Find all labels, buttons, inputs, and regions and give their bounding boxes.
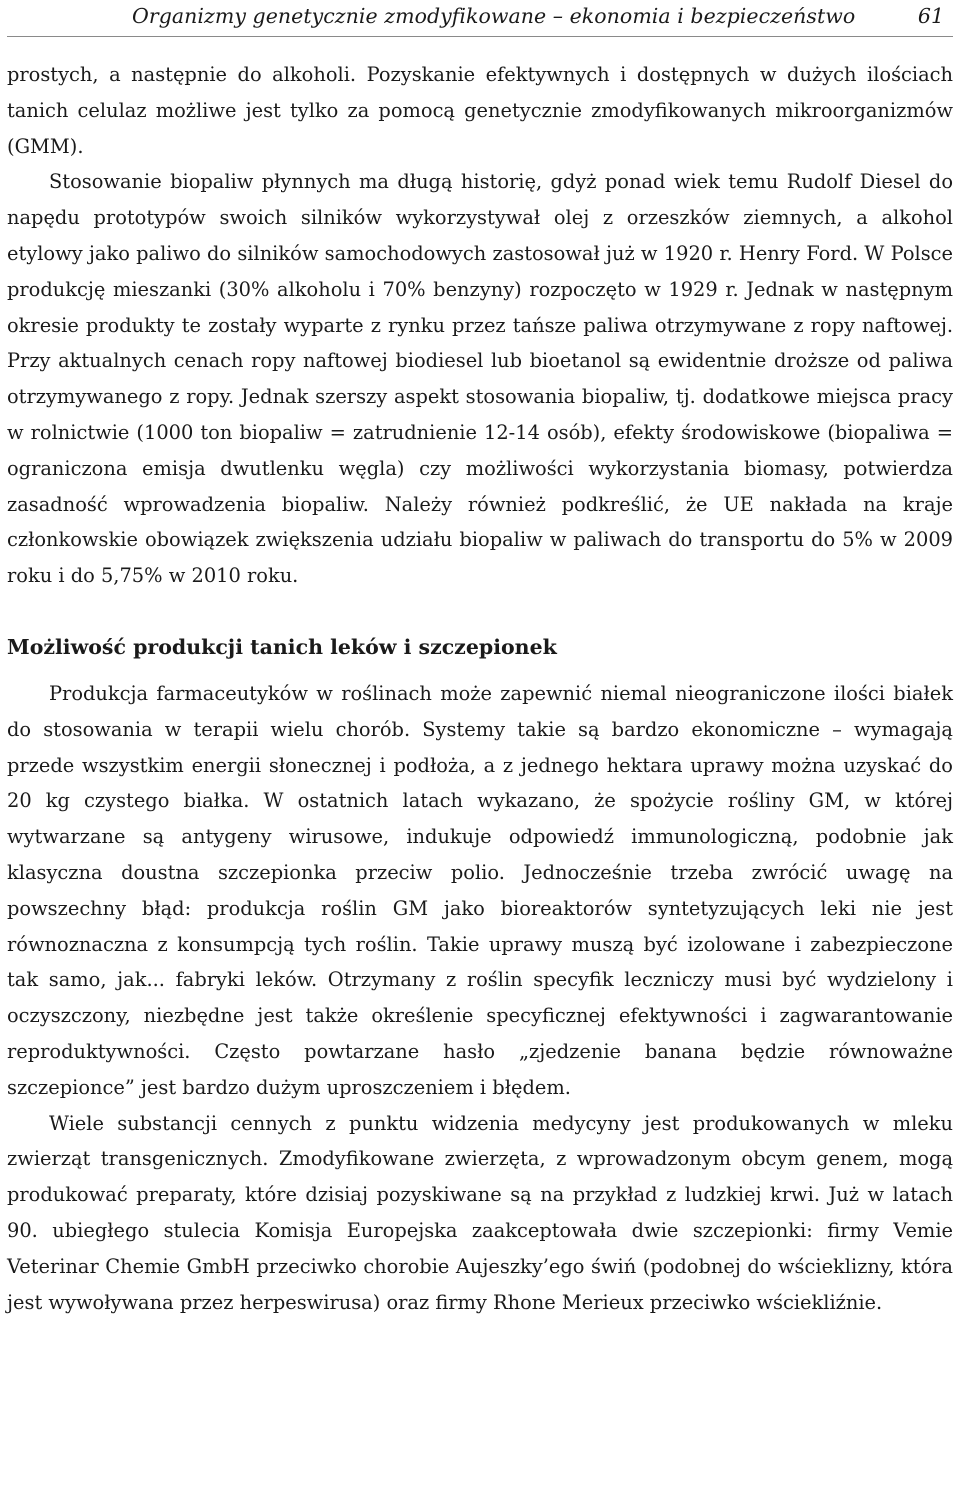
running-head-title: Organizmy genetycznie zmodyfikowane – ekonomia i bezpieczeństwo	[132, 4, 856, 28]
section-heading: Możliwość produkcji tanich leków i szczepionek	[7, 634, 557, 659]
paragraph-pharmaceuticals: Produkcja farmaceutyków w roślinach może zapewnić niemal nieograniczone ilości białek do stosowania w terapii wielu chorób. Systemy takie są bardzo ekonomiczne – wymagają przede wszystkim energii słonecznej i podłoża, a z jednego hektara uprawy można uzyskać do 20 kg czystego białka. W ostatnich latach wykazano, że spożycie rośliny GM, w której wytwarzane są antygeny wirusowe, indukuje odpowiedź immunologiczną, podobnie jak klasyczna doustna szczepionka przeciw polio. Jednocześnie trzeba zwrócić uwagę na powszechny błąd: produkcja roślin GM jako bioreaktorów syntetyzujących leki nie jest równoznaczna z konsumpcją tych roślin. Takie uprawy muszą być izolowane i zabezpieczone tak samo, jak... fabryki leków. Otrzymany z roślin specyfik leczniczy musi być wydzielony i oczyszczony, niezbędne jest także określenie specyficznej efektywności i zagwarantowanie reproduktywności. Często powtarzane hasło „zjedzenie banana będzie równoważne szczepionce” jest bardzo dużym uproszczeniem i błędem.	[7, 681, 953, 1099]
page-number: 61	[917, 4, 944, 28]
page-body	[7, 57, 953, 1320]
paragraph-biofuels-history: Stosowanie biopaliw płynnych ma długą historię, gdyż ponad wiek temu Rudolf Diesel do napędu prototypów swoich silników wykorzystywał olej z orzeszków ziemnych, a alkohol etylowy jako paliwo do silników samochodowych zastosował już w 1920 r. Henry Ford. W Polsce produkcję mieszanki (30% alkoholu i 70% benzyny) rozpoczęto w 1929 r. Jednak w następnym okresie produkty te zostały wyparte z rynku przez tańsze paliwa otrzymywane z ropy naftowej. Przy aktualnych cenach ropy naftowej biodiesel lub bioetanol są ewidentnie droższe od paliwa otrzymywanego z ropy. Jednak szerszy aspekt stosowania biopaliw, tj. dodatkowe miejsca pracy w rolnictwie (1000 ton biopaliw = zatrudnienie 12-14 osób), efekty środowiskowe (biopaliwa = ograniczona emisja dwutlenku węgla) czy możliwości wykorzystania biomasy, potwierdza zasadność wprowadzenia biopaliw. Należy również podkreślić, że UE nakłada na kraje członkowskie obowiązek zwiększenia udziału biopaliw w paliwach do transportu do 5% w 2009 roku i do 5,75% w 2010 roku.	[7, 170, 953, 588]
paragraph-continuation: prostych, a następnie do alkoholi. Pozyskanie efektywnych i dostępnych w dużych ilościach tanich celulaz możliwe jest tylko za pomocą genetycznie zmodyfikowanych mikroorganizmów (GMM).	[7, 63, 953, 158]
running-head	[7, 0, 953, 37]
paragraph-transgenic-animals: Wiele substancji cennych z punktu widzenia medycyny jest produkowanych w mleku zwierząt transgenicznych. Zmodyfikowane zwierzęta, z wprowadzonym obcym genem, mogą produkować preparaty, które dzisiaj pozyskiwane są na przykład z ludzkiej krwi. Już w latach 90. ubiegłego stulecia Komisja Europejska zaakceptowała dwie szczepionki: firmy Vemie Veterinar Chemie GmbH przeciwko chorobie Aujeszky’ego świń (podobnej do wścieklizny, która jest wywoływana przez herpeswirusa) oraz firmy Rhone Merieux przeciwko wściekliźnie.	[7, 1111, 953, 1314]
